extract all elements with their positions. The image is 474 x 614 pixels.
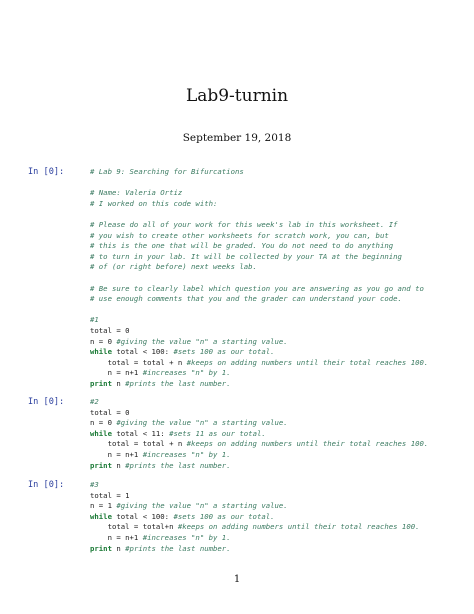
code-comment: #keeps on adding numbers until their total reaches 100. <box>186 439 429 449</box>
code-text: n = n+1 <box>90 449 143 459</box>
code-block[interactable] <box>90 167 466 389</box>
code-comment: # use enough comments that you and the grader can understand your code. <box>90 294 402 304</box>
code-line <box>90 326 466 337</box>
document-title: Lab9-turnin <box>185 86 289 106</box>
code-comment: #sets 100 as our total. <box>173 347 275 357</box>
code-line <box>90 533 466 544</box>
code-comment: #prints the last number. <box>125 460 231 470</box>
code-line <box>90 167 466 178</box>
code-line <box>90 379 466 390</box>
code-line <box>90 439 466 450</box>
code-line <box>90 461 466 472</box>
code-line <box>90 294 466 305</box>
code-line <box>90 284 466 295</box>
code-line <box>90 429 466 440</box>
code-text: total = 1 <box>90 490 130 500</box>
code-text: total = 0 <box>90 325 130 335</box>
code-text: total = total+n <box>90 522 178 532</box>
code-comment: #prints the last number. <box>125 543 231 553</box>
code-keyword: while <box>90 347 112 357</box>
code-comment: # this is the one that will be graded. You do not need to do anything <box>90 241 394 251</box>
code-line <box>90 358 466 369</box>
code-text: total = 0 <box>90 407 130 417</box>
code-text: total = total + n <box>90 439 187 449</box>
code-line <box>90 252 466 263</box>
code-block[interactable] <box>90 480 466 554</box>
code-comment: #giving the value "n" a starting value. <box>116 418 288 428</box>
code-text: n <box>111 543 126 553</box>
code-comment: #giving the value "n" a starting value. <box>116 501 288 511</box>
code-line <box>90 397 466 408</box>
code-line <box>90 368 466 379</box>
code-text: total < 100: <box>111 511 174 521</box>
code-comment: #2 <box>90 397 99 406</box>
cell-prompt: In [0]: <box>28 167 65 177</box>
code-line <box>90 544 466 555</box>
code-comment: #prints the last number. <box>125 378 231 388</box>
code-block[interactable] <box>90 397 466 471</box>
code-comment: #sets 100 as our total. <box>173 511 275 521</box>
cell-prompt: In [0]: <box>28 480 65 490</box>
code-keyword: while <box>90 511 112 521</box>
code-line <box>90 178 466 189</box>
code-comment: # to turn in your lab. It will be collected by your TA at the beginning <box>90 251 402 261</box>
code-comment: # Be sure to clearly label which question you are answering as you go and to <box>90 283 424 293</box>
code-line <box>90 512 466 523</box>
code-text: n = n+1 <box>90 368 143 378</box>
code-comment: #keeps on adding numbers until their total reaches 100. <box>177 522 420 532</box>
code-comment: #keeps on adding numbers until their total reaches 100. <box>186 357 429 367</box>
code-text: n <box>111 378 126 388</box>
code-line <box>90 347 466 358</box>
code-line <box>90 315 466 326</box>
code-line <box>90 231 466 242</box>
cell-prompt: In [0]: <box>28 397 65 407</box>
code-line <box>90 480 466 491</box>
code-comment: # I worked on this code with: <box>90 198 218 208</box>
code-comment: # Name: Valeria Ortiz <box>90 188 183 198</box>
code-comment: # Lab 9: Searching for Bifurcations <box>90 167 244 176</box>
code-comment: # Please do all of your work for this week's lab in this worksheet. If <box>90 219 398 229</box>
code-text: total < 100: <box>111 347 174 357</box>
code-line <box>90 522 466 533</box>
code-line <box>90 188 466 199</box>
code-keyword: print <box>90 543 112 553</box>
code-line <box>90 418 466 429</box>
code-line <box>90 273 466 284</box>
code-line <box>90 305 466 316</box>
code-comment: #sets 11 as our total. <box>169 428 266 438</box>
code-keyword: print <box>90 378 112 388</box>
code-comment: #3 <box>90 480 99 489</box>
code-line <box>90 450 466 461</box>
code-keyword: print <box>90 460 112 470</box>
code-line <box>90 491 466 502</box>
code-line <box>90 501 466 512</box>
code-text: total < 11: <box>111 428 170 438</box>
code-comment: #increases "n" by 1. <box>142 449 231 459</box>
code-line <box>90 241 466 252</box>
code-comment: #giving the value "n" a starting value. <box>116 336 288 346</box>
code-line <box>90 209 466 220</box>
code-text: n = 0 <box>90 418 117 428</box>
code-line <box>90 199 466 210</box>
code-comment: #1 <box>90 315 99 325</box>
code-text: total = total + n <box>90 357 187 367</box>
document-date: September 19, 2018 <box>182 132 292 144</box>
code-line <box>90 408 466 419</box>
code-line <box>90 220 466 231</box>
code-comment: #increases "n" by 1. <box>142 368 231 378</box>
code-text: n <box>111 460 126 470</box>
code-keyword: while <box>90 428 112 438</box>
code-line <box>90 337 466 348</box>
code-comment: # you wish to create other worksheets for scratch work, you can, but <box>90 230 389 240</box>
code-comment: #increases "n" by 1. <box>142 532 231 542</box>
code-text: n = 0 <box>90 336 117 346</box>
page-number: 1 <box>233 574 241 585</box>
code-text: n = n+1 <box>90 532 143 542</box>
code-comment: # of (or right before) next weeks lab. <box>90 262 257 272</box>
code-text: n = 1 <box>90 501 117 511</box>
code-line <box>90 262 466 273</box>
